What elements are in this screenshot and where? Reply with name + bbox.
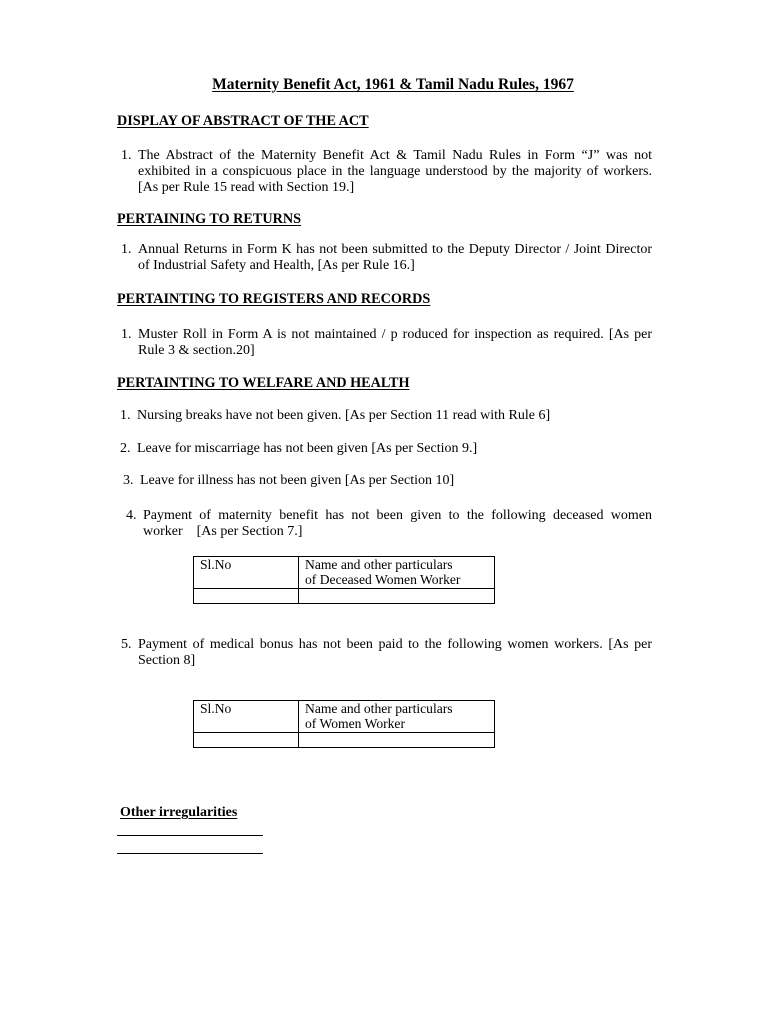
- blank-fill-line: [117, 853, 263, 854]
- item-number: 1.: [121, 148, 132, 163]
- table-header-cell: Sl.No: [194, 701, 299, 733]
- table-header-cell: [299, 557, 495, 589]
- item-number: 1.: [121, 242, 132, 257]
- deceased-workers-table: [193, 556, 495, 604]
- list-item: [121, 327, 652, 359]
- list-item: [120, 441, 478, 457]
- item-number: 4.: [126, 508, 137, 523]
- section-heading-welfare: PERTAINTING TO WELFARE AND HEALTH: [117, 375, 410, 391]
- item-text: Annual Returns in Form K has not been submitted to the Deputy Director / Joint Director of Industrial Safety and Health, [As per Rule 16.]: [138, 242, 652, 273]
- header-text-line: Name and other particulars: [305, 701, 453, 716]
- table-cell: [299, 733, 495, 748]
- item-text: Muster Roll in Form A is not maintained / p roduced for inspection as required. [As per Rule 3 & section.20]: [138, 327, 652, 358]
- item-number: 1.: [121, 327, 132, 342]
- item-text: Payment of medical bonus has not been paid to the following women workers. [As per Section 8]: [138, 637, 652, 668]
- list-item: [121, 148, 652, 196]
- item-text: Payment of maternity benefit has not been given to the following deceased women worker [As per Section 7.]: [143, 508, 652, 539]
- table-header-row: [194, 701, 495, 733]
- women-workers-table: [193, 700, 495, 748]
- list-item: [121, 242, 652, 274]
- header-text-line: of Women Worker: [305, 716, 405, 731]
- table-header-cell: Sl.No: [194, 557, 299, 589]
- list-item: [126, 508, 652, 540]
- table-header-cell: [299, 701, 495, 733]
- table-cell: [194, 733, 299, 748]
- item-text: Leave for miscarriage has not been given [As per Section 9.]: [137, 441, 478, 456]
- table-row: [194, 733, 495, 748]
- item-text: Leave for illness has not been given [As per Section 10]: [140, 473, 455, 488]
- other-irregularities-heading: Other irregularities: [120, 805, 238, 820]
- item-number: 5.: [121, 637, 132, 652]
- table-cell: [299, 589, 495, 604]
- item-text: Nursing breaks have not been given. [As per Section 11 read with Rule 6]: [137, 408, 551, 423]
- list-item: [123, 473, 455, 489]
- section-heading-display-abstract: DISPLAY OF ABSTRACT OF THE ACT: [117, 113, 369, 129]
- table-header-row: [194, 557, 495, 589]
- blank-fill-line: [117, 835, 263, 836]
- item-number: 2.: [120, 441, 131, 456]
- header-text-line: Name and other particulars: [305, 557, 453, 572]
- table-row: [194, 589, 495, 604]
- item-text: The Abstract of the Maternity Benefit Act & Tamil Nadu Rules in Form “J” was not exhibited in a conspicuous place in the language understood by the majority of workers. [As per Rule 15 read with Section 19.]: [138, 148, 652, 195]
- list-item: [121, 637, 652, 669]
- header-text-line: of Deceased Women Worker: [305, 572, 461, 587]
- item-number: 1.: [120, 408, 131, 423]
- table-cell: [194, 589, 299, 604]
- section-heading-returns: PERTAINING TO RETURNS: [117, 211, 301, 227]
- list-item: [120, 408, 551, 424]
- item-number: 3.: [123, 473, 134, 488]
- document-title: Maternity Benefit Act, 1961 & Tamil Nadu Rules, 1967: [212, 76, 574, 93]
- section-heading-registers: PERTAINTING TO REGISTERS AND RECORDS: [117, 291, 431, 307]
